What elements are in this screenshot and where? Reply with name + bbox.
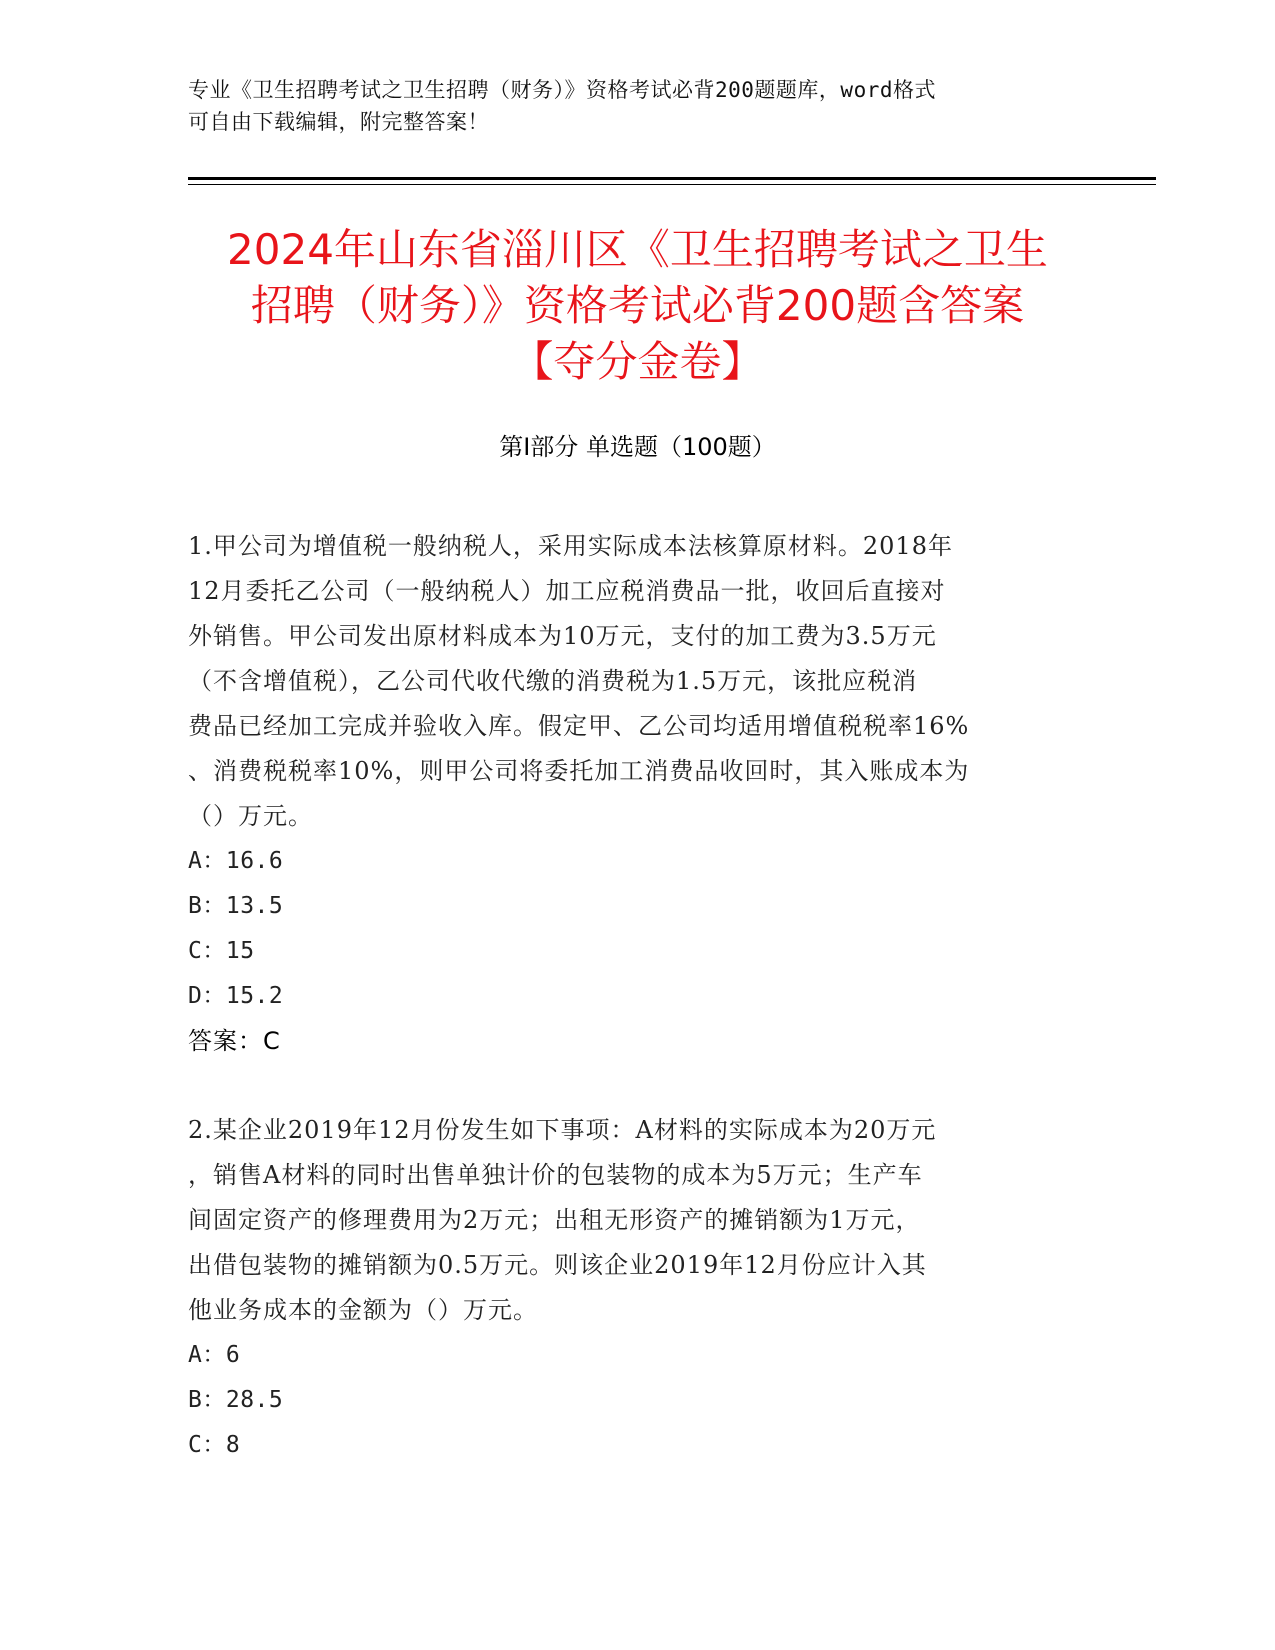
header-note bbox=[188, 74, 1068, 138]
header-note-line-1: 专业《卫生招聘考试之卫生招聘（财务）》资格考试必背200题题库，word格式 bbox=[188, 78, 936, 102]
header-divider-thin bbox=[188, 184, 1156, 185]
question-text-line: ，销售A材料的同时出售单独计价的包装物的成本为5万元；生产车 bbox=[188, 1161, 923, 1189]
document-title-line-1: 2024年山东省淄川区《卫生招聘考试之卫生 bbox=[227, 225, 1048, 274]
question-text-line: 费品已经加工完成并验收入库。假定甲、乙公司均适用增值税税率16% bbox=[188, 712, 970, 740]
question-text-line: 出借包装物的摊销额为0.5万元。则该企业2019年12月份应计入其 bbox=[188, 1251, 927, 1279]
option-b: B：28.5 bbox=[188, 1387, 284, 1413]
document-title-line-2: 招聘（财务）》资格考试必背200题含答案 bbox=[250, 281, 1025, 330]
question-text-line: 1.甲公司为增值税一般纳税人，采用实际成本法核算原材料。2018年 bbox=[188, 532, 953, 560]
option-d: D：15.2 bbox=[188, 983, 284, 1009]
section-heading: 第Ⅰ部分 单选题（100题） bbox=[499, 433, 776, 461]
question-text-line: （）万元。 bbox=[188, 802, 313, 830]
answer-label: 答案：C bbox=[188, 1027, 281, 1055]
option-c: C：8 bbox=[188, 1432, 241, 1458]
document-title bbox=[150, 222, 1125, 390]
document-title-line-3: 【夺分金卷】 bbox=[511, 337, 764, 386]
question-text-line: （不含增值税），乙公司代收代缴的消费税为1.5万元，该批应税消 bbox=[188, 667, 918, 695]
question-text-line: 他业务成本的金额为（）万元。 bbox=[188, 1296, 538, 1324]
header-note-line-2: 可自由下载编辑，附完整答案！ bbox=[188, 110, 489, 134]
header-divider-thick bbox=[188, 177, 1156, 180]
option-a: A：16.6 bbox=[188, 848, 284, 874]
question-2 bbox=[188, 1108, 1088, 1468]
question-text-line: 间固定资产的修理费用为2万元；出租无形资产的摊销额为1万元， bbox=[188, 1206, 921, 1234]
question-text-line: 、消费税税率10%，则甲公司将委托加工消费品收回时，其入账成本为 bbox=[188, 757, 970, 785]
question-text-line: 12月委托乙公司（一般纳税人）加工应税消费品一批，收回后直接对 bbox=[188, 577, 946, 605]
option-c: C：15 bbox=[188, 938, 255, 964]
question-1 bbox=[188, 524, 1088, 1064]
option-b: B：13.5 bbox=[188, 893, 284, 919]
option-a: A：6 bbox=[188, 1342, 241, 1368]
question-text-line: 2.某企业2019年12月份发生如下事项：A材料的实际成本为20万元 bbox=[188, 1116, 937, 1144]
question-text-line: 外销售。甲公司发出原材料成本为10万元，支付的加工费为3.5万元 bbox=[188, 622, 937, 650]
